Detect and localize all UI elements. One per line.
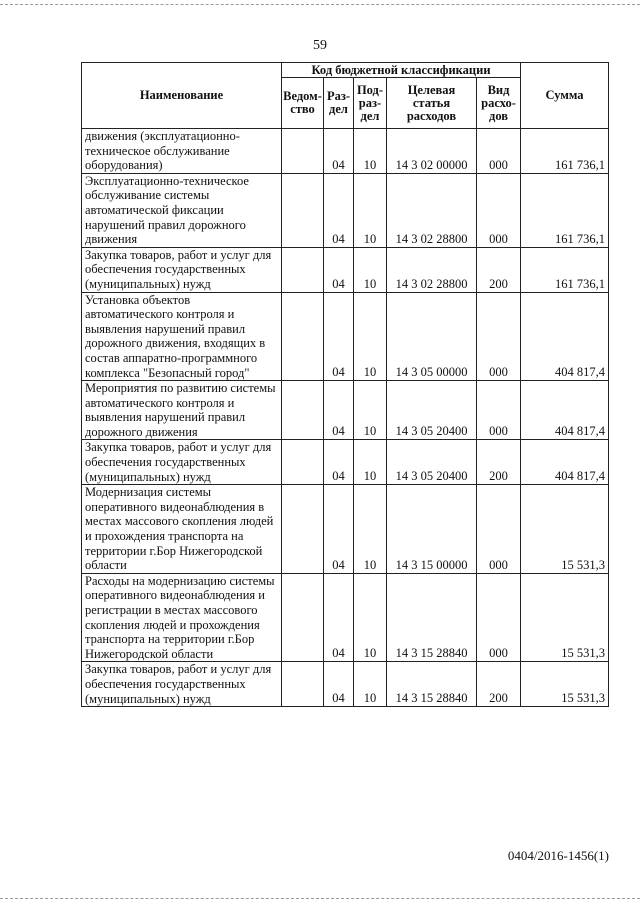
row-sum: 15 531,3: [521, 485, 609, 574]
row-podrazdel: 10: [354, 381, 387, 440]
table-row: [82, 485, 609, 574]
header-classification-group: Код бюджетной классификации: [282, 63, 521, 78]
scan-edge-top: [0, 4, 640, 5]
table-row: [82, 662, 609, 707]
row-razdel: 04: [324, 129, 354, 174]
row-vid: 000: [477, 485, 521, 574]
row-sum: 161 736,1: [521, 173, 609, 247]
row-celevaya: 14 3 05 20400: [387, 381, 477, 440]
row-podrazdel: 10: [354, 292, 387, 381]
row-celevaya: 14 3 05 20400: [387, 440, 477, 485]
row-vedomstvo: [282, 247, 324, 292]
row-vedomstvo: [282, 129, 324, 174]
row-celevaya: 14 3 05 00000: [387, 292, 477, 381]
table-row: [82, 381, 609, 440]
page-number: 59: [313, 38, 327, 53]
row-podrazdel: 10: [354, 129, 387, 174]
row-sum: 161 736,1: [521, 247, 609, 292]
row-podrazdel: 10: [354, 485, 387, 574]
row-vid: 000: [477, 129, 521, 174]
row-sum: 15 531,3: [521, 662, 609, 707]
row-vedomstvo: [282, 292, 324, 381]
header-vid: Вид расхо-дов: [477, 78, 521, 129]
row-celevaya: 14 3 02 28800: [387, 247, 477, 292]
row-name: Расходы на модернизацию системы оперативного видеонаблюдения и регистрации в местах массового скопления людей и прохождения транспорта на территории г.Бор Нижегородской области: [82, 573, 282, 662]
row-sum: 404 817,4: [521, 292, 609, 381]
row-razdel: 04: [324, 662, 354, 707]
table-row: [82, 573, 609, 662]
row-celevaya: 14 3 15 00000: [387, 485, 477, 574]
table-row: [82, 173, 609, 247]
table-row: [82, 292, 609, 381]
row-vedomstvo: [282, 173, 324, 247]
row-podrazdel: 10: [354, 173, 387, 247]
row-vedomstvo: [282, 573, 324, 662]
row-celevaya: 14 3 15 28840: [387, 662, 477, 707]
row-podrazdel: 10: [354, 573, 387, 662]
header-celevaya: Целевая статья расходов: [387, 78, 477, 129]
row-sum: 404 817,4: [521, 381, 609, 440]
row-vid: 200: [477, 440, 521, 485]
document-code: 0404/2016-1456(1): [507, 848, 609, 863]
row-name: Модернизация системы оперативного видеонаблюдения в местах массового скопления людей и прохождения транспорта на территории г.Бор Нижегородской области: [82, 485, 282, 574]
row-razdel: 04: [324, 292, 354, 381]
budget-table: [81, 62, 609, 707]
row-podrazdel: 10: [354, 662, 387, 707]
row-name: Мероприятия по развитию системы автоматического контроля и выявления нарушений правил дорожного движения: [82, 381, 282, 440]
row-vedomstvo: [282, 485, 324, 574]
row-sum: 404 817,4: [521, 440, 609, 485]
row-podrazdel: 10: [354, 247, 387, 292]
header-name: Наименование: [82, 63, 282, 129]
row-razdel: 04: [324, 247, 354, 292]
row-name: Закупка товаров, работ и услуг для обеспечения государственных (муниципальных) нужд: [82, 247, 282, 292]
row-razdel: 04: [324, 173, 354, 247]
row-name: Эксплуатационно-техническое обслуживание системы автоматической фиксации нарушений правил дорожного движения: [82, 173, 282, 247]
row-podrazdel: 10: [354, 440, 387, 485]
header-vedomstvo: Ведом-ство: [282, 78, 324, 129]
row-razdel: 04: [324, 381, 354, 440]
row-sum: 161 736,1: [521, 129, 609, 174]
row-vedomstvo: [282, 440, 324, 485]
row-celevaya: 14 3 02 00000: [387, 129, 477, 174]
row-name: Закупка товаров, работ и услуг для обеспечения государственных (муниципальных) нужд: [82, 662, 282, 707]
row-vid: 000: [477, 381, 521, 440]
table-row: [82, 129, 609, 174]
scan-edge-bottom: [0, 898, 640, 899]
header-sum: Сумма: [521, 63, 609, 129]
row-vid: 000: [477, 173, 521, 247]
row-vid: 200: [477, 247, 521, 292]
table-row: [82, 247, 609, 292]
row-celevaya: 14 3 02 28800: [387, 173, 477, 247]
row-sum: 15 531,3: [521, 573, 609, 662]
row-vid: 000: [477, 573, 521, 662]
row-vid: 000: [477, 292, 521, 381]
row-name: движения (эксплуатационно-техническое обслуживание оборудования): [82, 129, 282, 174]
row-razdel: 04: [324, 573, 354, 662]
row-vedomstvo: [282, 381, 324, 440]
table-row: [82, 440, 609, 485]
header-podrazdel: Под-раз-дел: [354, 78, 387, 129]
row-vedomstvo: [282, 662, 324, 707]
row-name: Установка объектов автоматического контроля и выявления нарушений правил дорожного движения, входящих в состав аппаратно-программного комплекса "Безопасный город": [82, 292, 282, 381]
row-razdel: 04: [324, 485, 354, 574]
row-name: Закупка товаров, работ и услуг для обеспечения государственных (муниципальных) нужд: [82, 440, 282, 485]
row-vid: 200: [477, 662, 521, 707]
row-celevaya: 14 3 15 28840: [387, 573, 477, 662]
row-razdel: 04: [324, 440, 354, 485]
header-razdel: Раз-дел: [324, 78, 354, 129]
